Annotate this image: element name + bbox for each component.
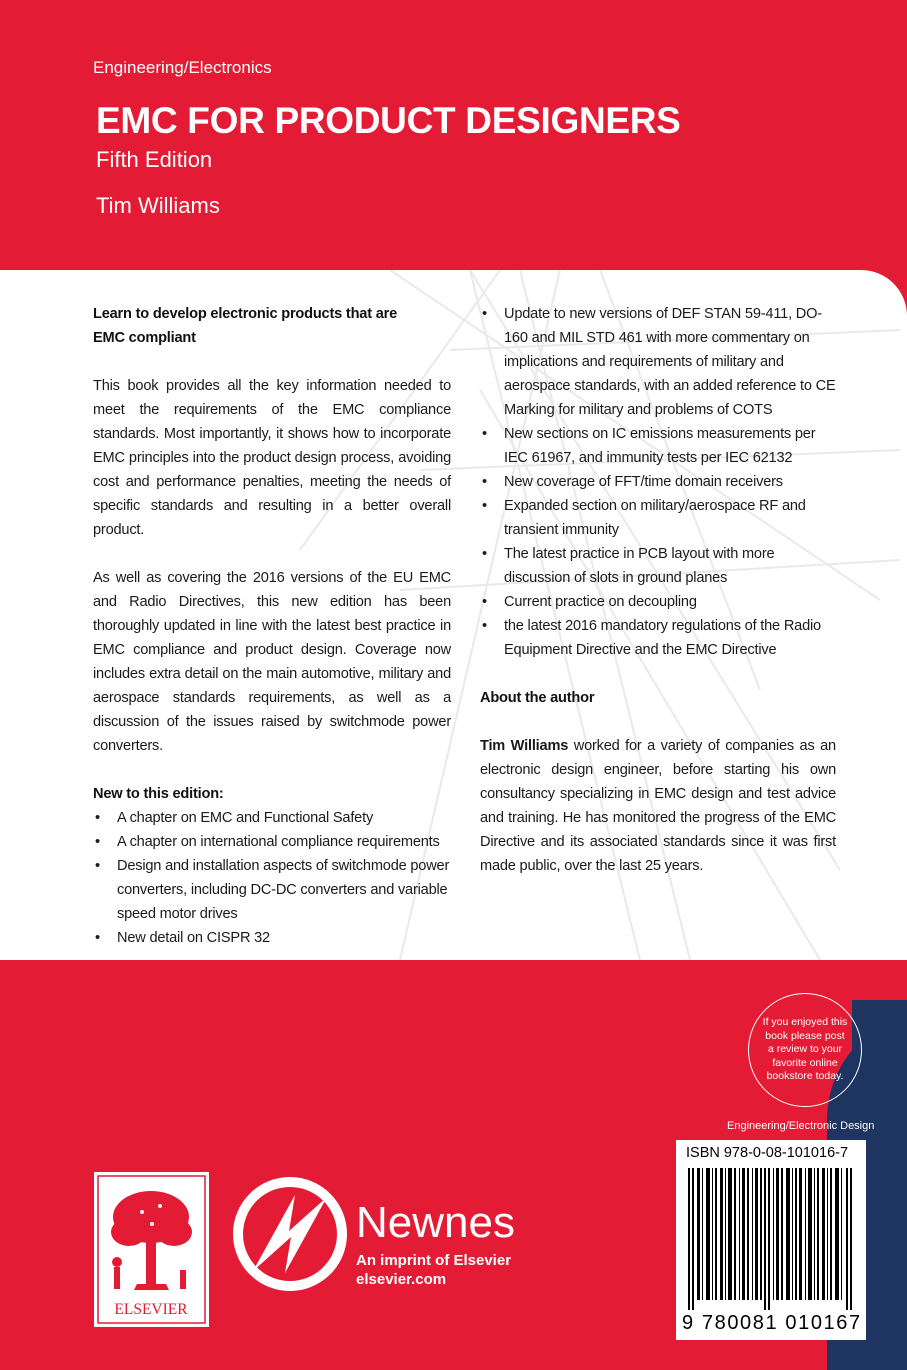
book-title: EMC FOR PRODUCT DESIGNERS [96,100,681,141]
elsevier-wordmark: ELSEVIER [114,1301,188,1318]
subject-label: Engineering/Electronic Design [727,1120,875,1132]
author-name: Tim Williams [480,738,569,754]
bullet-icon: • [482,546,487,562]
publisher-website: elsevier.com [356,1271,447,1288]
intro-paragraph-2: As well as covering the 2016 versions of the EU EMC and Radio Directives, this new edition has been thoroughly updated in line with the latest best practice in EMC compliance and product design. Coverage now includes extra detail on the main automotive, military and aerospace standards requirements, as well as a discussion of the issues raised by switchmode power converters. [93,570,451,754]
list-item: • Update to new versions of DEF STAN 59-411, DO-160 and MIL STD 461 with more commentary on implications and requirements of military and aerospace standards, with an added reference to CE Marking for military and problems of COTS [480,302,836,422]
bullet-icon: • [95,834,100,850]
newnes-wordmark: Newnes [356,1198,515,1247]
list-item: • The latest practice in PCB layout with more discussion of slots in ground planes [480,542,836,590]
new-edition-heading: New to this edition: [93,786,224,802]
list-item: • New detail on CISPR 32 [93,926,451,950]
list-item: • Expanded section on military/aerospace RF and transient immunity [480,494,836,542]
isbn-number: ISBN 978-0-08-101016-7 [686,1145,849,1161]
list-item: • Design and installation aspects of switchmode power converters, including DC-DC converters and variable speed motor drives [93,854,451,926]
bullet-icon: • [482,426,487,442]
category-label: Engineering/Electronics [93,58,272,77]
review-badge [748,993,862,1107]
bullet-icon: • [482,306,487,322]
about-author-text: Tim Williams worked for a variety of companies as an electronic design engineer, before starting his own consultancy specializing in EMC design and test advice and training. He has monitored the progress of the EMC Directive and its associated standards since it was first made public, over the last 25 years. [480,738,836,874]
description-panel [0,270,907,960]
list-item: • New coverage of FFT/time domain receivers [480,470,836,494]
bullet-icon: • [95,810,100,826]
intro-paragraph-1: This book provides all the key information needed to meet the requirements of the EMC compliance standards. Most importantly, it shows how to incorporate EMC principles into the product design process, avoiding cost and performance penalties, meeting the needs of specific standards and resulting in a better overall product. [93,378,451,538]
barcode-icon [688,1168,854,1310]
imprint-line: An imprint of Elsevier [356,1252,512,1269]
bullet-icon: • [95,858,100,874]
list-item: • the latest 2016 mandatory regulations of the Radio Equipment Directive and the EMC Directive [480,614,836,662]
book-edition: Fifth Edition [96,147,213,172]
newnes-logo-icon [231,1175,349,1293]
list-item: • New sections on IC emissions measurements per IEC 61967, and immunity tests per IEC 62132 [480,422,836,470]
list-item: • Current practice on decoupling [480,590,836,614]
updates-list [480,302,836,662]
review-prompt-text: If you enjoyed this book please post a review to your favorite online bookstore today. [762,1016,848,1083]
bullet-icon: • [482,594,487,610]
list-item: • A chapter on EMC and Functional Safety [93,806,451,830]
bullet-icon: • [482,498,487,514]
elsevier-logo [94,1172,209,1327]
bullet-icon: • [482,618,487,634]
about-author-heading: About the author [480,690,595,706]
right-column [480,302,836,878]
bullet-icon: • [482,474,487,490]
barcode-digits: 9 780081 010167 [682,1312,862,1334]
intro-heading-line2: EMC compliant [93,330,196,346]
new-edition-list [93,806,451,950]
left-column [93,302,451,950]
elsevier-tree-icon [94,1172,209,1327]
bullet-icon: • [95,930,100,946]
book-author: Tim Williams [96,193,220,218]
list-item: • A chapter on international compliance requirements [93,830,451,854]
isbn-barcode-block [676,1140,866,1340]
intro-heading-line1: Learn to develop electronic products that are [93,306,398,322]
